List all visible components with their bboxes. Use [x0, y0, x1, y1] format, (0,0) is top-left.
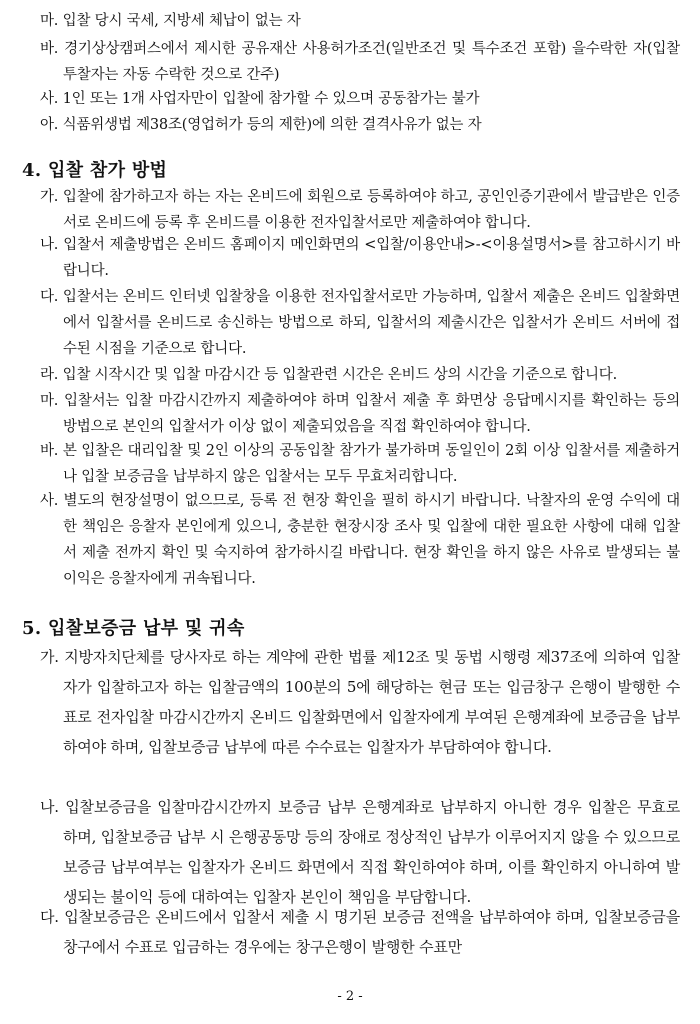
item-text: 입찰서는 입찰 마감시간까지 제출하여야 하며 입찰서 제출 후 화면상 응답메시지를 확인하는 등의 방법으로 본인의 입찰서가 이상 없이 제출되었음을 직접 확인하여야 합니다.: [63, 393, 680, 435]
section-5-heading: 5. 입찰보증금 납부 및 귀속: [22, 618, 245, 639]
item-marker: 아.: [40, 117, 59, 133]
item-marker: 사.: [40, 91, 59, 107]
section-4-item-sa: [40, 488, 680, 592]
item-text: 입찰보증금은 온비드에서 입찰서 제출 시 명기된 보증금 전액을 납부하여야 하며, 입찰보증금을 창구에서 수표로 입금하는 경우에는 창구은행이 발행한 수표만: [63, 908, 680, 956]
item-text: 입찰서는 온비드 인터넷 입찰창을 이용한 전자입찰서로만 가능하며, 입찰서 제출은 온비드 입찰화면에서 입찰서를 온비드로 송신하는 방법으로 하되, 입찰서의 제출시간은 입찰서가 온비드 서버에 접수된 시점을 기준으로 합니다.: [62, 289, 680, 357]
list-item-ma: [40, 8, 680, 34]
item-text: 입찰 시작시간 및 입찰 마감시간 등 입찰관련 시간은 온비드 상의 시간을 기준으로 합니다.: [62, 367, 618, 383]
item-text: 1인 또는 1개 사업자만이 입찰에 참가할 수 있으며 공동참가는 불가: [62, 91, 480, 107]
item-marker: 라.: [40, 367, 59, 383]
list-item-ba: [40, 36, 680, 88]
item-marker: 가.: [40, 648, 59, 666]
list-item-sa: [40, 86, 680, 112]
section-4-item-da: [40, 284, 680, 362]
item-text: 지방자치단체를 당사자로 하는 계약에 관한 법률 제12조 및 동법 시행령 제37조에 의하여 입찰자가 입찰하고자 하는 입찰금액의 100분의 5에 해당하는 현금 또는 입금창구 은행이 발행한 수표로 전자입찰 마감시간까지 온비드 입찰화면에서 입찰자에게 부여된 은행계좌에 보증금을 납부하여야 하며, 입찰보증금 납부에 따른 수수료는 입찰자가 부담하여야 합니다.: [63, 648, 680, 756]
item-marker: 다.: [40, 289, 59, 305]
section-5-item-ga: [40, 642, 680, 762]
item-text: 입찰보증금을 입찰마감시간까지 보증금 납부 은행계좌로 납부하지 아니한 경우 입찰은 무효로 하며, 입찰보증금 납부 시 은행공동망 등의 장애로 정상적인 납부가 이루어지지 않을 수 있으므로 보증금 납부여부는 입찰자가 온비드 화면에서 직접 확인하여야 하며, 이를 확인하지 아니하여 발생되는 불이익 등에 대하여는 입찰자 본인이 책임을 부담합니다.: [63, 798, 680, 906]
section-5-item-na: [40, 792, 680, 912]
item-text: 입찰서 제출방법은 온비드 홈페이지 메인화면의 <입찰/이용안내>-<이용설명서>를 참고하시기 바랍니다.: [63, 237, 680, 279]
list-item-a: [40, 112, 680, 138]
item-marker: 마.: [40, 13, 59, 29]
item-text: 경기상상캠퍼스에서 제시한 공유재산 사용허가조건(일반조건 및 특수조건 포함) 을수락한 자(입찰 투찰자는 자동 수락한 것으로 간주): [63, 41, 680, 83]
section-4-item-na: [40, 232, 680, 284]
section-4-item-ba: [40, 438, 680, 490]
page-number: - 2 -: [337, 989, 363, 1004]
item-text: 입찰 당시 국세, 지방세 체납이 없는 자: [62, 13, 301, 29]
item-text: 본 입찰은 대리입찰 및 2인 이상의 공동입찰 참가가 불가하며 동일인이 2회 이상 입찰서를 제출하거나 입찰 보증금을 납부하지 않은 입찰서는 모두 무효처리합니다.: [62, 443, 680, 485]
item-marker: 나.: [40, 237, 59, 253]
item-marker: 가.: [40, 189, 59, 205]
item-marker: 바.: [40, 41, 59, 57]
item-marker: 다.: [40, 908, 59, 926]
section-4-item-ga: [40, 184, 680, 236]
item-text: 식품위생법 제38조(영업허가 등의 제한)에 의한 결격사유가 없는 자: [62, 117, 482, 133]
item-text: 입찰에 참가하고자 하는 자는 온비드에 회원으로 등록하여야 하고, 공인인증기관에서 발급받은 인증서로 온비드에 등록 후 온비드를 이용한 전자입찰서로만 제출하여야 합니다.: [62, 189, 680, 231]
item-marker: 나.: [40, 798, 59, 816]
section-4-heading: 4. 입찰 참가 방법: [22, 160, 168, 181]
section-4-item-ra: [40, 362, 680, 388]
section-5-item-da: [40, 902, 680, 962]
item-marker: 사.: [40, 493, 59, 509]
item-marker: 바.: [40, 443, 59, 459]
item-text: 별도의 현장설명이 없으므로, 등록 전 현장 확인을 필히 하시기 바랍니다. 낙찰자의 운영 수익에 대한 책임은 응찰자 본인에게 있으니, 충분한 현장시장 조사 및 입찰에 대한 필요한 사항에 대해 입찰서 제출 전까지 확인 및 숙지하여 참가하시길 바랍니다. 현장 확인을 하지 않은 사유로 발생되는 불이익은 응찰자에게 귀속됩니다.: [63, 493, 680, 587]
item-marker: 마.: [40, 393, 59, 409]
section-4-item-ma: [40, 388, 680, 440]
